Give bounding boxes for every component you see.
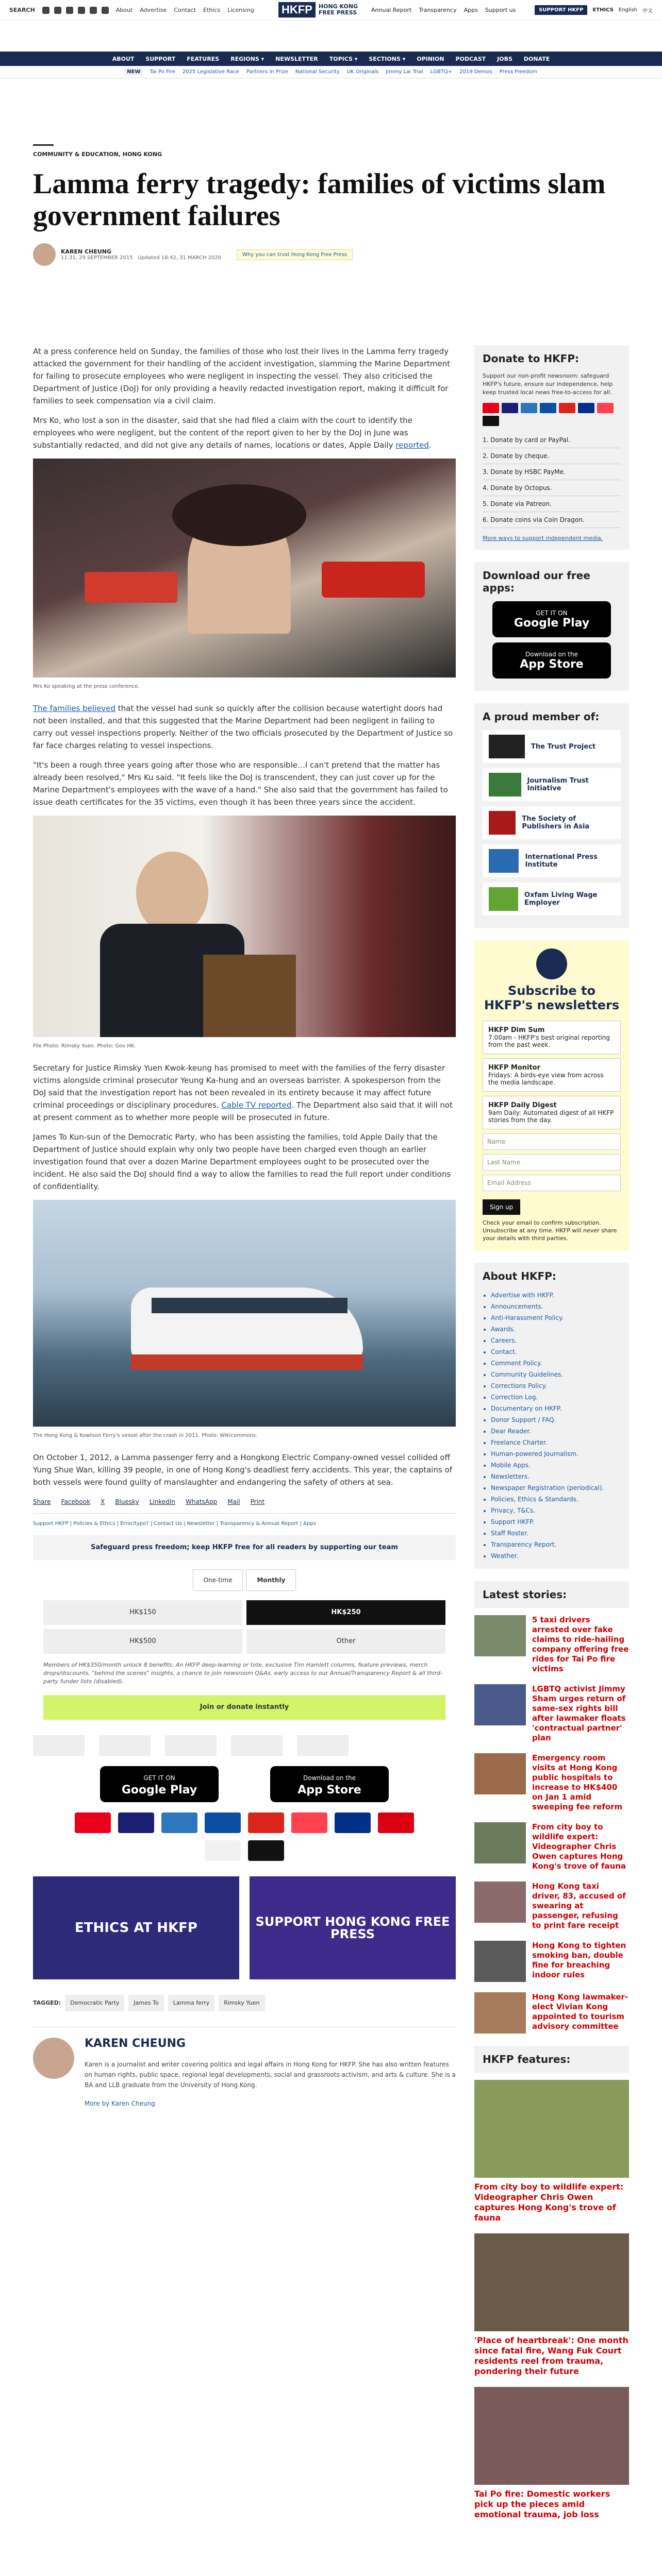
payme-icon [378, 1812, 414, 1833]
oxfam-logo [297, 1735, 349, 1756]
donate-widget [474, 345, 629, 550]
about-link[interactable]: • Human-powered Journalism. [491, 1448, 621, 1460]
nav-donate[interactable]: DONATE [523, 55, 550, 62]
feature-title[interactable]: 'Place of heartbreak': One month since fatal fire, Wang Fuk Court residents reel from trauma, pondering their future [474, 2335, 628, 2376]
story-thumbnail[interactable] [474, 1992, 526, 2033]
ferry-photo [33, 1200, 456, 1427]
paragraph: At a press conference held on Sunday, the families of those who lost their lives in the Lamma ferry tragedy attacked the government for their handling of the accident investigation, slamming the Marine Department for failing to prosecute employees who were negligent in inspecting the vessel. They also criticised the Department of Justice (DoJ) for only providing a heavily redacted investigation report, making it difficult for families to seek compensation via a civil claim. [33, 347, 451, 405]
newsletter-title: Subscribe to HKFP's newsletters [484, 984, 620, 1012]
top-link-licensing[interactable]: Licensing [227, 7, 254, 13]
donation-amounts [43, 1600, 445, 1654]
nav-about[interactable]: ABOUT [112, 55, 135, 62]
x-icon[interactable] [54, 7, 61, 14]
google-play-badge[interactable]: GET IT ON Google Play [100, 1766, 219, 1802]
jcb-icon [540, 403, 556, 413]
article-header [33, 144, 629, 266]
paypal-icon [335, 1812, 371, 1833]
story-title[interactable]: Hong Kong to tighten smoking ban, double fine for breaching indoor rules [532, 1941, 626, 1979]
ipi-logo [231, 1735, 283, 1756]
story-title[interactable]: From city boy to wildlife expert: Videographer Chris Owen captures Hong Kong's trove of fauna [532, 1822, 626, 1871]
facebook-icon[interactable] [42, 7, 49, 14]
share-bar [33, 1496, 456, 1508]
unionpay-icon [559, 403, 575, 413]
feature-image[interactable] [474, 2233, 629, 2331]
feature-image[interactable] [474, 2387, 629, 2485]
promo-row [33, 1876, 456, 1979]
donate-button[interactable]: Join or donate instantly [43, 1695, 445, 1720]
member-logos-row [33, 1735, 456, 1756]
tagged-label: TAGGED: [33, 1999, 61, 2006]
donate-methods [483, 432, 621, 528]
members-note: Members of HK$350/month unlock 8 benefits: An HKFP deep-learning or tote, exclusive Tim Hamlett columns, feature previews, merch drops/discounts, "behind the scenes" insights, a chance to join newsroom Q&As, early access to our Annual/Transparency Report & all third-party funder lists (disabled). [43, 1662, 443, 1685]
hkfp-badge-icon [536, 948, 567, 979]
author-box-name[interactable]: KAREN CHEUNG [85, 2037, 186, 2050]
about-link[interactable]: • Mobile Apps. [491, 1460, 621, 1471]
photo-caption: The Hong Kong & Kowloon Ferry's vessel after the crash in 2011. Photo: Wikicommons. [33, 1433, 258, 1438]
instagram-icon[interactable] [66, 7, 73, 14]
lang-chinese[interactable]: 中文 [642, 8, 653, 14]
share-label: Share [33, 1498, 51, 1505]
patreon-icon [597, 403, 614, 413]
search-link[interactable]: SEARCH [9, 7, 35, 13]
newsletter-option-digest[interactable]: HKFP Daily Digest 9am Daily: Automated digest of all HKFP stories from the day. [483, 1096, 621, 1129]
donate-method[interactable]: 2. Donate by cheque. [483, 448, 621, 464]
newsletter-widget [474, 940, 629, 1250]
story-title[interactable]: Emergency room visits at Hong Kong public hospitals to increase to HK$400 on Jan 1 amid sweeping fee reform [532, 1753, 623, 1811]
top-link-transparency[interactable]: Transparency [419, 7, 457, 13]
features-title: HKFP features: [474, 2046, 629, 2073]
about-link[interactable]: • Staff Roster. [491, 1528, 621, 1539]
ethics-link[interactable]: ETHICS [592, 7, 614, 13]
paragraph: Mrs Ko, who lost a son in the disaster, said that she had filed a claim with the court to identify the employees who were negligent, but the content of the report given to her by the DoJ in June was substantially redacted, and did not give any details of names, locations or dates, Apple Daily reported. [33, 416, 432, 450]
story-title[interactable]: Hong Kong taxi driver, 83, accused of swearing at passenger, refusing to print fare receipt [532, 1882, 626, 1930]
donate-text[interactable]: Support our non-profit newsroom: safeguard HKFP's future, ensure our independence, help keep trusted local news free-to-access for all. [483, 372, 613, 396]
member-oxfam[interactable]: Oxfam Living Wage Employer [483, 883, 621, 916]
latest-story[interactable] [474, 1941, 629, 1982]
feature-title[interactable]: Tai Po fire: Domestic workers pick up the pieces amid emotional trauma, job loss [474, 2489, 610, 2519]
about-link[interactable]: • Weather. [491, 1550, 621, 1562]
newsletter-note: Check your email to confirm subscription. Unsubscribe at any time. HKFP will never share your details with third parties. [483, 1219, 617, 1242]
nav-support[interactable]: SUPPORT [145, 55, 176, 62]
support-promo[interactable]: SUPPORT HONG KONG FREE PRESS [250, 1876, 456, 1979]
subnav-item[interactable]: Tai Po Fire [150, 69, 175, 75]
sidebar [474, 345, 629, 2532]
tab-one-time[interactable]: One-time [193, 1569, 243, 1591]
nav-sections[interactable]: SECTIONS ▾ [369, 55, 406, 62]
member-jti[interactable]: Journalism Trust Initiative [483, 768, 621, 801]
about-link[interactable]: • Privacy, T&Cs. [491, 1505, 621, 1516]
amex-icon [161, 1812, 197, 1833]
social-icons [42, 7, 109, 14]
top-link-contact[interactable]: Contact [174, 7, 196, 13]
trust-project-logo [33, 1735, 85, 1756]
story-thumbnail[interactable] [474, 1684, 526, 1725]
tags-row [33, 1995, 456, 2011]
donate-method[interactable]: 3. Donate by HSBC PayMe. [483, 464, 621, 480]
share-facebook[interactable]: Facebook [61, 1498, 91, 1505]
updated-date: Updated 18:42, 31 MARCH 2020 [138, 255, 222, 261]
safeguard-banner: Safeguard press freedom; keep HKFP free for all readers by supporting our team [33, 1535, 456, 1560]
member-trust-project[interactable]: The Trust Project [483, 730, 621, 763]
nav-topics[interactable]: TOPICS ▾ [329, 55, 358, 62]
about-link[interactable]: • Dear Reader. [491, 1426, 621, 1437]
cable-tv-link[interactable]: Cable TV reported [221, 1100, 292, 1110]
paragraph: The families believed that the vessel had sunk so quickly after the collision because watertight doors had not been installed, and that this suggested that the Marine Department had been negligent in failing to carry out vessel inspections properly. Neither of the two officials prosecuted by the Department of Justice so far face charges relating to vessel inspections. [33, 704, 453, 750]
rimsky-yuen-photo [33, 816, 456, 1037]
features-list [474, 2080, 629, 2520]
member-ipi[interactable]: International Press Institute [483, 844, 621, 877]
feature-image[interactable] [474, 2080, 629, 2178]
visa-icon [118, 1812, 154, 1833]
amount-option[interactable]: HK$500 [43, 1629, 242, 1654]
applepay-icon [483, 416, 499, 426]
latest-list [474, 1615, 629, 2033]
author-box [33, 2027, 456, 2110]
applepay-icon [248, 1840, 284, 1861]
new-badge: NEW [125, 69, 142, 75]
subnav-item[interactable]: UK Originals [346, 69, 379, 75]
payment-icons [483, 403, 621, 426]
nav-features[interactable]: FEATURES [187, 55, 220, 62]
author-box-avatar [33, 2038, 74, 2079]
subnav-item[interactable]: National Security [295, 69, 340, 75]
about-widget [474, 1263, 629, 1569]
footer-links[interactable]: Support HKFP | Policies & Ethics | Error/typo? | Contact Us | Newsletter | Transparency & Annual Report | Apps [33, 1513, 456, 1530]
tag[interactable]: James To [128, 1995, 163, 2011]
story-thumbnail[interactable] [474, 1753, 526, 1794]
google-play-badge[interactable]: GET IT ON Google Play [492, 601, 611, 637]
email-field[interactable]: Email Address [483, 1175, 621, 1191]
paragraph: James To Kun-sun of the Democratic Party, who has been assisting the families, told Apple Daily that the Department of Justice should explain why only two people have been charged even though an earlier investigation found that over a dozen Marine Department employees ought to be prosecuted over the incident. He also said the DoJ should find a way to allow the families to read the full report under conditions of confidentiality. [33, 1132, 451, 1191]
publish-date: 11:31, 29 SEPTEMBER 2015 [61, 255, 133, 261]
author-avatar [33, 243, 56, 266]
photo-caption: File Photo: Rimsky Yuen. Photo: Gov HK. [33, 1043, 136, 1049]
byline [33, 243, 629, 266]
unionpay-icon [248, 1812, 284, 1833]
amount-option[interactable]: Other [246, 1629, 445, 1654]
reported-link[interactable]: reported [395, 440, 429, 450]
about-link[interactable]: • Newsletters. [491, 1471, 621, 1482]
last-name-field[interactable]: Last Name [483, 1154, 621, 1171]
mastercard-icon [483, 403, 499, 413]
sopa-logo [165, 1735, 217, 1756]
press-conference-photo [33, 459, 456, 677]
story-title[interactable]: Hong Kong lawmaker-elect Vivian Kong appointed to tourism advisory committee [532, 1992, 628, 2031]
subnav-item[interactable]: Press Freedom [499, 69, 537, 75]
features-widget [474, 2046, 629, 2520]
amount-option-selected[interactable]: HK$250 [246, 1600, 445, 1625]
amount-option[interactable]: HK$150 [43, 1600, 242, 1625]
about-link[interactable]: • Community Guidelines. [491, 1369, 621, 1380]
visa-icon [502, 403, 518, 413]
paypal-icon [578, 403, 594, 413]
donate-title: Donate to HKFP: [483, 352, 579, 365]
share-print[interactable]: Print [250, 1498, 265, 1505]
nav-regions[interactable]: REGIONS ▾ [230, 55, 264, 62]
about-link[interactable]: • Transparency Report. [491, 1539, 621, 1550]
jti-logo [99, 1735, 151, 1756]
support-hkfp-button[interactable]: SUPPORT HKFP [535, 5, 587, 15]
signup-button[interactable]: Sign up [483, 1199, 520, 1215]
youtube-icon[interactable] [78, 7, 85, 14]
donate-method[interactable]: 4. Donate by Octopus. [483, 480, 621, 496]
mastercard-icon [75, 1812, 111, 1833]
main-nav [0, 52, 662, 66]
telegram-icon[interactable] [90, 7, 97, 14]
newsletter-option-dimsum[interactable]: HKFP Dim Sum 7:00am - HKFP's best original reporting from the past week. [483, 1021, 621, 1054]
article-title: Lamma ferry tragedy: families of victims slam government failures [33, 168, 606, 232]
trust-link[interactable]: Why you can trust Hong Kong Free Press [237, 249, 353, 260]
donate-method[interactable]: 1. Donate by card or PayPal. [483, 432, 621, 448]
article-category[interactable]: COMMUNITY & EDUCATION, HONG KONG [33, 151, 162, 158]
story-title[interactable]: 5 taxi drivers arrested over fake claims to ride-hailing company offering free rides for Tai Po fire victims [532, 1615, 629, 1673]
story-title[interactable]: LGBTQ activist Jimmy Sham urges return of same-sex rights bill after lawmaker floats 'contractual partner' plan [532, 1684, 626, 1742]
share-x[interactable]: X [101, 1498, 105, 1505]
story-thumbnail[interactable] [474, 1615, 526, 1656]
article-body [33, 345, 456, 2110]
donate-method[interactable]: 6. Donate coins via Coin Dragon. [483, 512, 621, 528]
more-ways-link[interactable]: More ways to support independent media. [483, 535, 603, 541]
member-widget [474, 703, 629, 928]
about-link[interactable]: • Awards. [491, 1324, 621, 1335]
donation-frequency-tabs [33, 1569, 456, 1591]
about-link[interactable]: • Corrections Policy. [491, 1380, 621, 1392]
top-link-apps[interactable]: Apps [464, 7, 478, 13]
more-by-link[interactable]: More by Karen Cheung [85, 2100, 155, 2107]
about-list [491, 1290, 621, 1562]
paragraph: On October 1, 2012, a Lamma passenger ferry and a Hongkong Electric Company-owned vessel collided off Yung Shue Wan, killing 39 people, in one of Hong Kong's deadliest ferry accidents. This year, the captains of both vessels were found guilty of manslaughter and endangering the safety of others at sea. [33, 1453, 452, 1487]
subnav-item[interactable]: Partners in Prize [246, 69, 288, 75]
about-link[interactable]: • Newspaper Registration (periodical). [491, 1482, 621, 1494]
apps-title: Download our free apps: [483, 569, 590, 594]
about-link[interactable]: • Donor Support / FAQ. [491, 1414, 621, 1426]
story-thumbnail[interactable] [474, 1822, 526, 1863]
lang-english[interactable]: English [618, 7, 637, 13]
share-bluesky[interactable]: Bluesky [115, 1498, 139, 1505]
about-link[interactable]: • Support HKFP. [491, 1516, 621, 1528]
apps-widget [474, 562, 629, 691]
tag[interactable]: Lamma ferry [168, 1995, 215, 2011]
nav-newsletter[interactable]: NEWSLETTER [275, 55, 318, 62]
member-title: A proud member of: [483, 710, 600, 723]
subnav-item[interactable]: Jimmy Lai Trial [386, 69, 423, 75]
author-name[interactable]: KAREN CHEUNG [61, 248, 112, 255]
tab-monthly[interactable]: Monthly [246, 1569, 296, 1591]
about-link[interactable]: • Advertise with HKFP. [491, 1290, 621, 1301]
hkfp-logo[interactable]: HKFP HONG KONG FREE PRESS [278, 2, 358, 18]
app-store-badge[interactable]: Download on the App Store [270, 1766, 389, 1802]
families-link[interactable]: The families believed [33, 704, 116, 713]
gpay-icon [205, 1840, 241, 1861]
donate-method[interactable]: 5. Donate via Patreon. [483, 496, 621, 512]
payment-logos [54, 1812, 435, 1861]
name-field[interactable]: Name [483, 1133, 621, 1150]
about-link[interactable]: • Policies, Ethics & Standards. [491, 1494, 621, 1505]
amex-icon [521, 403, 537, 413]
ethics-promo[interactable]: ETHICS AT HKFP [33, 1876, 239, 1979]
nav-opinion[interactable]: OPINION [417, 55, 444, 62]
about-link[interactable]: • Freelance Charter. [491, 1437, 621, 1448]
about-link[interactable]: • Documentary on HKFP. [491, 1403, 621, 1414]
top-link-ethics[interactable]: Ethics [203, 7, 221, 13]
about-title: About HKFP: [483, 1270, 556, 1282]
tag[interactable]: Rimsky Yuen [219, 1995, 264, 2011]
share-whatsapp[interactable]: WhatsApp [186, 1498, 218, 1505]
photo-caption: Mrs Ko speaking at the press conference. [33, 684, 140, 689]
latest-widget [474, 1581, 629, 2033]
jcb-icon [205, 1812, 241, 1833]
rss-icon[interactable] [102, 7, 109, 14]
story-thumbnail[interactable] [474, 1882, 526, 1923]
latest-story[interactable] [474, 1882, 629, 1930]
paragraph: "It's been a rough three years going after those who are responsible…I can't pretend that the matter has already been resolved," Mrs Ku said. "It feels like the DoJ is transcendent, they can just cover up for the Marine Department's employees with the wave of a hand." She also said that the government has failed to issue death certificates for the 35 victims, even though it has been three years since the accident. [33, 760, 448, 807]
top-bar [0, 0, 662, 21]
author-bio: Karen is a journalist and writer covering politics and legal affairs in Hong Kong for HKFP. She has also written features on human rights, public space, regional legal developments, social and grassroots activism, and arts & culture. She is a BA and LLB graduate from the University of Hong Kong. [85, 2061, 456, 2089]
subnav-item[interactable]: 2025 Legislative Race [182, 69, 239, 75]
latest-story[interactable] [474, 1992, 629, 2033]
latest-title: Latest stories: [474, 1581, 629, 1608]
latest-story[interactable] [474, 1822, 629, 1871]
patreon-icon [291, 1812, 327, 1833]
app-badges-row [33, 1766, 456, 1802]
share-mail[interactable]: Mail [227, 1498, 240, 1505]
about-link[interactable]: • Anti-Harassment Policy. [491, 1312, 621, 1324]
latest-story[interactable] [474, 1753, 629, 1812]
app-store-badge[interactable]: Download on the App Store [492, 642, 611, 679]
top-link-annual-report[interactable]: Annual Report [371, 7, 412, 13]
about-link[interactable]: • Correction Log. [491, 1392, 621, 1403]
member-sopa[interactable]: The Society of Publishers in Asia [483, 806, 621, 839]
about-link[interactable]: • Comment Policy. [491, 1358, 621, 1369]
feature-title[interactable]: From city boy to wildlife expert: Videographer Chris Owen captures Hong Kong's trove of fauna [474, 2182, 624, 2223]
about-link[interactable]: • Announcements. [491, 1301, 621, 1312]
subnav-item[interactable]: LGBTQ+ [430, 69, 453, 75]
latest-story[interactable] [474, 1615, 629, 1674]
top-link-advertise[interactable]: Advertise [140, 7, 167, 13]
latest-story[interactable] [474, 1684, 629, 1743]
tag[interactable]: Democratic Party [65, 1995, 124, 2011]
share-linkedin[interactable]: LinkedIn [149, 1498, 175, 1505]
top-link-support[interactable]: Support us [485, 7, 516, 13]
story-thumbnail[interactable] [474, 1941, 526, 1982]
subnav-item[interactable]: 2019 Demos [459, 69, 492, 75]
newsletter-option-monitor[interactable]: HKFP Monitor Fridays: A birds-eye view from across the media landscape. [483, 1058, 621, 1092]
sub-nav [0, 66, 662, 78]
top-link-about[interactable]: About [115, 7, 133, 13]
nav-jobs[interactable]: JOBS [497, 55, 512, 62]
about-link[interactable]: • Contact. [491, 1346, 621, 1358]
about-link[interactable]: • Careers. [491, 1335, 621, 1346]
nav-podcast[interactable]: PODCAST [455, 55, 486, 62]
paragraph: Secretary for Justice Rimsky Yuen Kwok-keung has promised to meet with the families of the ferry disaster victims alongside criminal prosecutor Yeung Ka-hung and an overseas barrister. A spokesperson from the DoJ said that the investigation report has not been revealed in its entirety because it may affect future criminal proceedings or disciplinary procedures. Cable TV reported. The Department also said that it will not at present comment as to whether more people will be prosecuted in future. [33, 1063, 453, 1122]
